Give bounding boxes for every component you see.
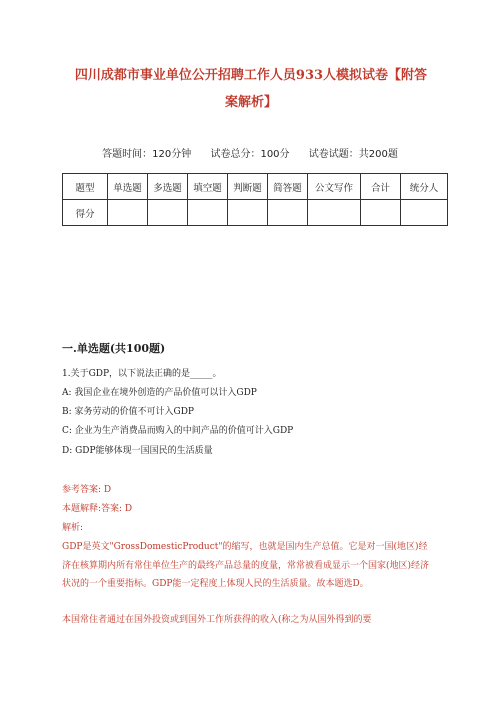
section-heading: 一.单选题(共100题) [62,342,166,355]
score-header-cell: 公文写作 [308,174,361,200]
exam-question-count: 试卷试题：共200题 [308,149,398,160]
analysis-continuation: 本国常住者通过在国外投资或到国外工作所获得的收入(称之为从国外得到的要 [62,615,372,625]
question-option-d: D: GDP能够体现一国国民的生活质量 [62,446,213,456]
score-cell [188,200,228,226]
question-option-b: B: 家务劳动的价值不可计入GDP [62,407,194,417]
exam-total-score: 试卷总分：100分 [210,149,290,160]
score-table-header-row [63,174,448,200]
score-header-cell: 简答题 [268,174,308,200]
score-cell [148,200,188,226]
exam-title: 四川成都市事业单位公开招聘工作人员933人模拟试卷【附答案解析】 [74,68,428,110]
score-cell [308,200,361,226]
score-header-cell: 合计 [361,174,401,200]
score-table [62,173,448,226]
exam-meta [0,145,500,160]
score-header-cell: 题型 [63,174,108,200]
question-option-a: A: 我国企业在境外创造的产品价值可以计入GDP [62,388,257,398]
explanation-answer: 本题解释:答案: D [62,504,133,514]
score-header-cell: 单选题 [108,174,148,200]
score-header-cell: 统分人 [401,174,448,200]
score-table-score-row [63,200,448,226]
score-header-cell: 判断题 [228,174,268,200]
question-stem: 1.关于GDP，以下说法正确的是_____。 [62,369,222,379]
score-cell [361,200,401,226]
score-cell [108,200,148,226]
question-option-c: C: 企业为生产消费品而购入的中间产品的价值可计入GDP [62,426,294,436]
analysis-text: GDP是英文"GrossDomesticProduct"的缩写，也就是国内生产总值。它是对一国(地区)经济在核算期内所有常住单位生产的最终产品总量的度量，常常被看成显示一个国家(地区)经济状况的一个重要指标。GDP能一定程度上体现人民的生活质量。故本题选D。 [62,542,430,589]
score-cell [401,200,448,226]
reference-answer: 参考答案: D [62,485,112,495]
score-header-cell: 多选题 [148,174,188,200]
score-header-cell: 填空题 [188,174,228,200]
exam-time: 答题时间：120分钟 [102,149,192,160]
score-cell [228,200,268,226]
score-cell [268,200,308,226]
score-row-label: 得分 [63,200,108,226]
analysis-label: 解析: [62,523,84,533]
